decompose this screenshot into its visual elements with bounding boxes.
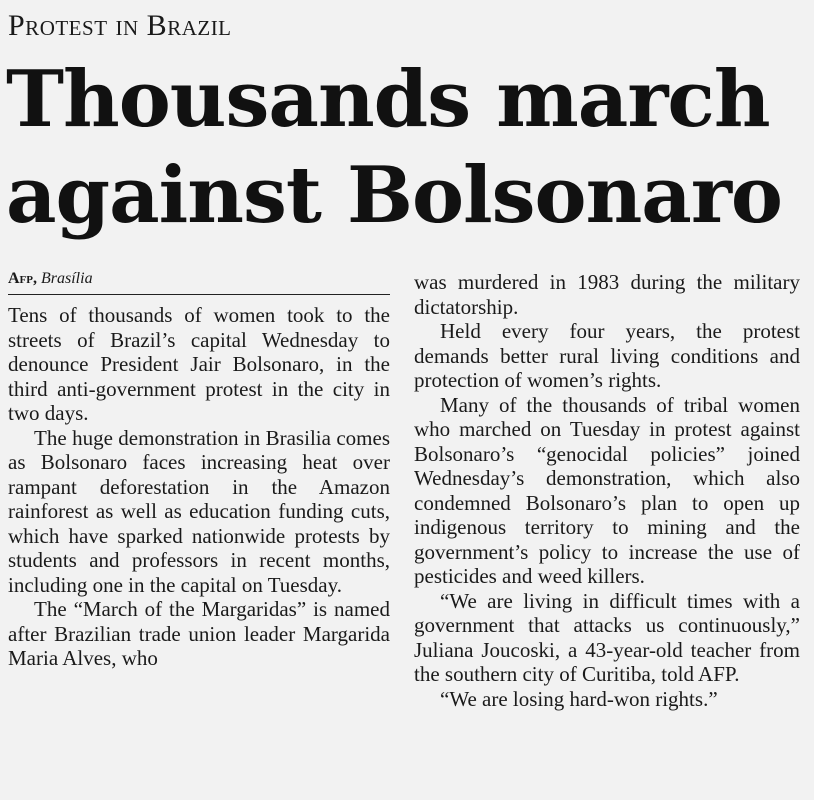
- section-kicker: Protest in Brazil: [8, 9, 232, 42]
- paragraph: “We are living in difficult times with a government that attacks us continuously,” Juliana Joucoski, a 43-year-old teacher from the southern city of Curitiba, told AFP.: [414, 588, 800, 686]
- paragraph: The huge demonstration in Brasilia comes as Bolsonaro faces increasing heat over rampant deforestation in the Amazon rainforest as well as education funding cuts, which have sparked nationwide protests by students and professors in recent months, including one in the capital on Tuesday.: [8, 425, 390, 597]
- paragraph: “We are losing hard-won rights.”: [440, 686, 718, 711]
- headline-line-2: against Bolsonaro: [6, 150, 782, 241]
- headline-line-1: Thousands march: [6, 54, 770, 145]
- byline: [8, 268, 390, 295]
- byline-place: Brasília: [41, 270, 93, 287]
- paragraph: Tens of thousands of women took to the streets of Brazil’s capital Wednesday to denounce President Jair Bolsonaro, in the third anti-government protest in the city in two days.: [8, 303, 390, 425]
- paragraph: was murdered in 1983 during the military dictatorship.: [414, 270, 800, 319]
- article-column-1: [8, 268, 390, 671]
- headline: [6, 52, 806, 244]
- article-column-2: [414, 270, 800, 711]
- paragraph: Held every four years, the protest demands better rural living conditions and protection of women’s rights.: [414, 319, 800, 392]
- byline-agency: Afp,: [8, 270, 37, 287]
- paragraph: Many of the thousands of tribal women who marched on Tuesday in protest against Bolsonaro’s “genocidal policies” joined Wednesday’s demonstration, which also condemned Bolsonaro’s plan to open up indigenous territory to mining and the government’s policy to increase the use of pesticides and weed killers.: [414, 392, 800, 588]
- paragraph: The “March of the Margaridas” is named after Brazilian trade union leader Margarida Maria Alves, who: [8, 597, 390, 670]
